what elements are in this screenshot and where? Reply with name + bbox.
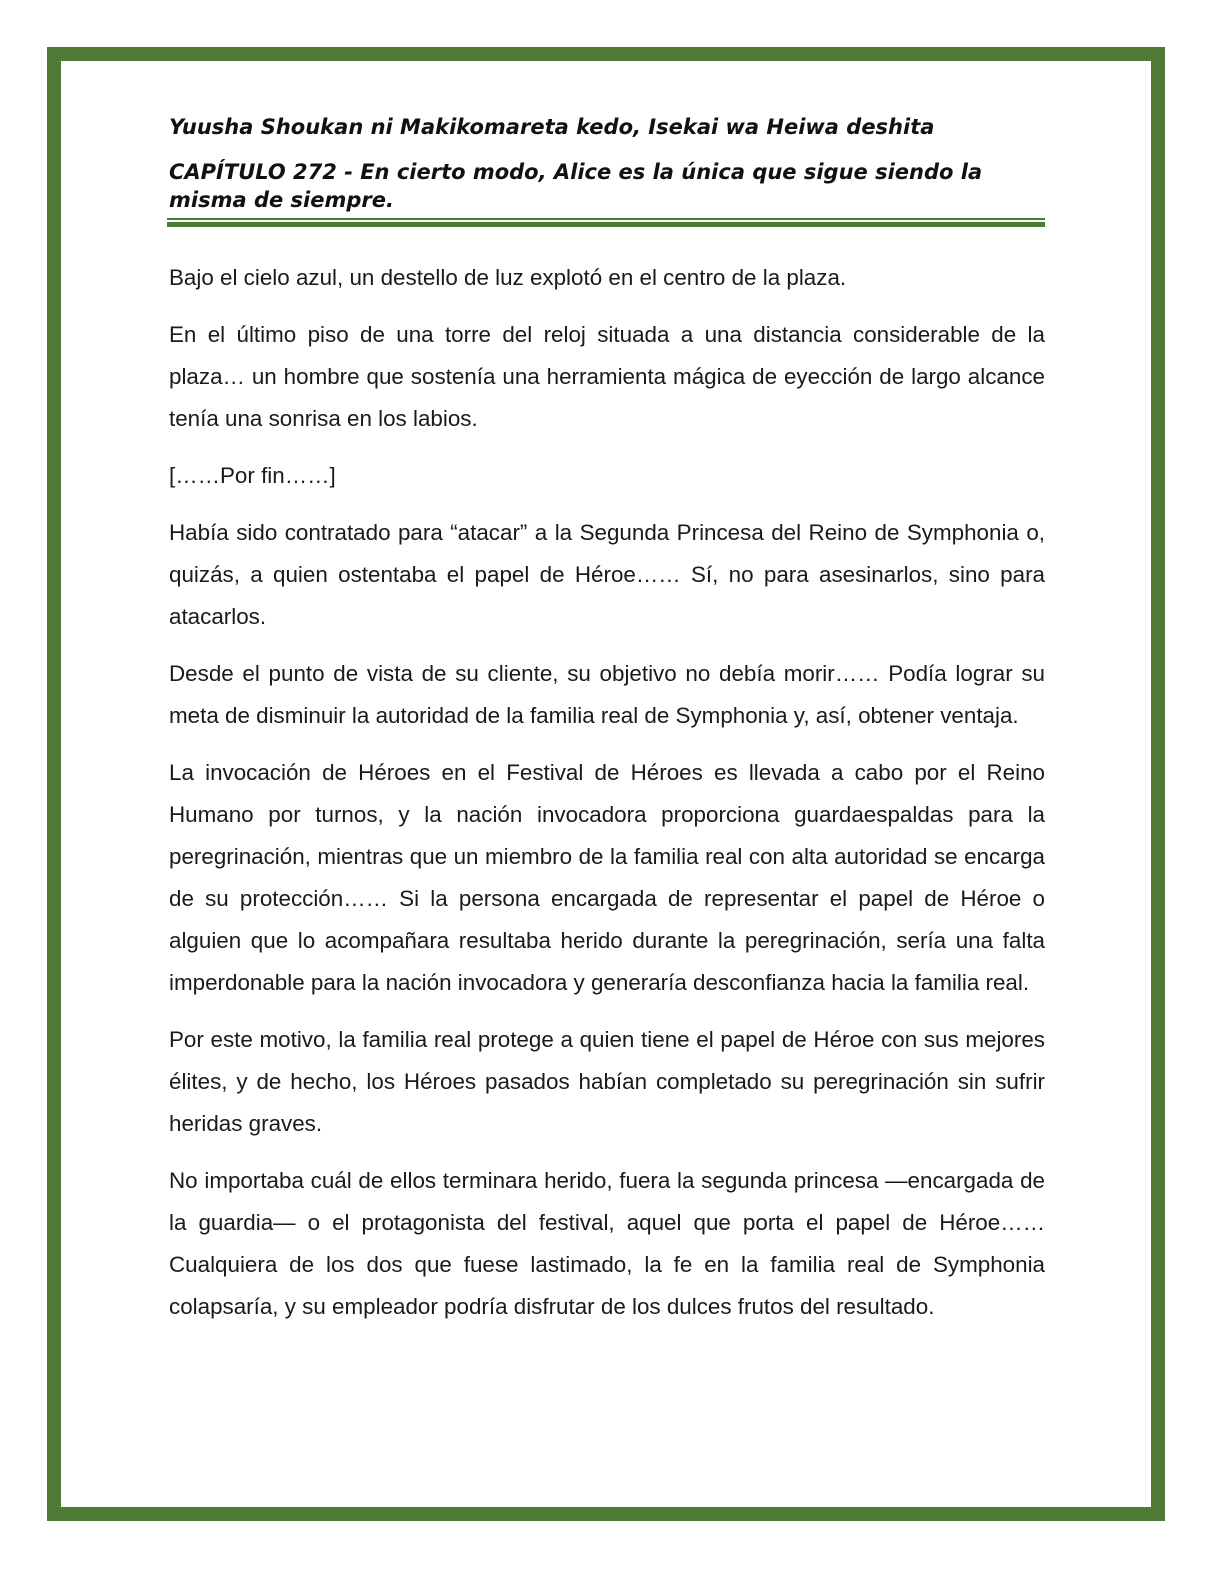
title-divider-thin bbox=[167, 218, 1045, 220]
paragraph: Desde el punto de vista de su cliente, su objetivo no debía morir…… Podía lograr su meta de disminuir la autoridad de la familia real de Symphonia y, así, obtener ventaja. bbox=[169, 661, 1045, 728]
paragraph: No importaba cuál de ellos terminara herido, fuera la segunda princesa —encargada de la guardia— o el protagonista del festival, aquel que porta el papel de Héroe…… Cualquiera de los dos que fuese lastimado, la fe en la familia real de Symphonia colapsaría, y su empleador podría disfrutar de los dulces frutos del resultado. bbox=[169, 1168, 1045, 1319]
title-divider-thick bbox=[167, 222, 1045, 227]
paragraph: Bajo el cielo azul, un destello de luz explotó en el centro de la plaza. bbox=[169, 265, 847, 290]
series-title: Yuusha Shoukan ni Makikomareta kedo, Isekai wa Heiwa deshita bbox=[169, 115, 935, 139]
chapter-title: CAPÍTULO 272 - En cierto modo, Alice es la única que sigue siendo la misma de siempre. bbox=[169, 160, 983, 212]
paragraph: En el último piso de una torre del reloj situada a una distancia considerable de la plaza… un hombre que sostenía una herramienta mágica de eyección de largo alcance tenía una sonrisa en los labios. bbox=[169, 322, 1045, 431]
document-content bbox=[169, 110, 1045, 1343]
paragraph: Por este motivo, la familia real protege a quien tiene el papel de Héroe con sus mejores élites, y de hecho, los Héroes pasados habían completado su peregrinación sin sufrir heridas graves. bbox=[169, 1027, 1045, 1136]
paragraph: [……Por fin……] bbox=[169, 463, 336, 488]
paragraph: La invocación de Héroes en el Festival de Héroes es llevada a cabo por el Reino Humano por turnos, y la nación invocadora proporciona guardaespaldas para la peregrinación, mientras que un miembro de la familia real con alta autoridad se encarga de su protección…… Si la persona encargada de representar el papel de Héroe o alguien que lo acompañara resultaba herido durante la peregrinación, sería una falta imperdonable para la nación invocadora y generaría desconfianza hacia la familia real. bbox=[169, 760, 1045, 995]
chapter-body bbox=[169, 257, 1045, 1328]
paragraph: Había sido contratado para “atacar” a la Segunda Princesa del Reino de Symphonia o, quizás, a quien ostentaba el papel de Héroe…… Sí, no para asesinarlos, sino para atacarlos. bbox=[169, 520, 1045, 629]
